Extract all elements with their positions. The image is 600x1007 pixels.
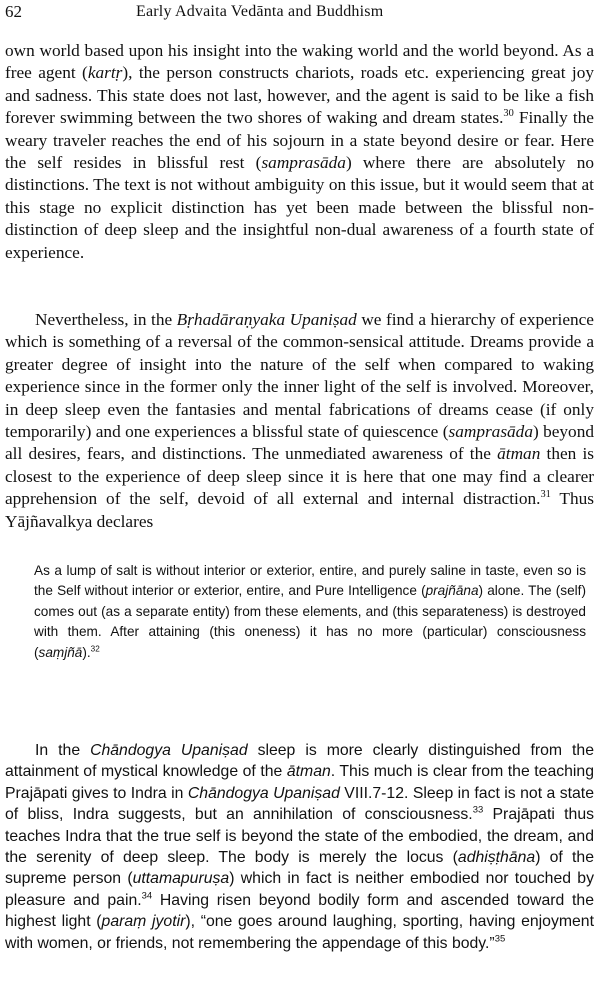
text-run: ) beyond all desires, fears, and distinctions. The unmediated awareness of the (5, 422, 594, 464)
italic-term: ātman (286, 763, 331, 781)
page-number: 62 (5, 2, 22, 21)
italic-term: samprasāda (261, 153, 346, 173)
italic-title: Chāndogya Upaniṣad (90, 742, 248, 759)
text-run: then is closest to the experience of deep sleep since it is here that one may find a clearer apprehension of the self, devoid of all external and internal distraction. (5, 444, 595, 509)
footnote-ref: 31 (540, 489, 551, 501)
text-run: VIII.7-12. Sleep in fact is not a state of bliss, Indra suggests, but an annihilation of consciousness. (5, 784, 594, 824)
page-header (5, 2, 590, 28)
paragraph-1 (5, 40, 594, 264)
footnote-ref: 35 (494, 933, 506, 945)
text-run: ) where there are absolutely no distinctions. The text is not without ambiguity on this issue, but it would seem that at this stage no explicit distinction has yet been made between the blissful non-distinction of deep sleep and the insightful non-dual awareness of a fourth state of experience. (5, 153, 594, 262)
text-run: ), “one goes around laughing, sporting, having enjoyment with women, or friends, not remembering the appendage of this body.” (5, 913, 594, 952)
italic-term: samprasāda (448, 422, 533, 442)
italic-term: kartṛ (87, 63, 123, 83)
italic-term: uttamapuruṣa (132, 870, 230, 888)
text-run: own world based upon his insight into the waking world and the world beyond. As a free agent ( (5, 41, 594, 83)
italic-term: adhiṣṭhāna (457, 849, 536, 867)
italic-term: saṃjñā (38, 644, 83, 660)
text-run: Finally the weary traveler reaches the end of his sojourn in a state beyond desire or fear. Here the self resides in blissful rest ( (5, 108, 594, 173)
text-run: Having risen beyond bodily form and ascended toward the highest light ( (5, 891, 594, 931)
footnote-ref: 32 (90, 644, 100, 654)
italic-title: Bṛhadāraṇyaka Upaniṣad (176, 310, 357, 329)
text-run: Nevertheless, in the (35, 310, 177, 329)
text-run: ). (82, 644, 91, 660)
italic-term: ātman (497, 444, 541, 464)
italic-term: prajñāna (425, 583, 479, 599)
footnote-ref: 34 (141, 890, 153, 902)
paragraph-3 (5, 740, 594, 954)
text-run: ) of the supreme person ( (5, 849, 594, 888)
text-run: . This much is clear from the teaching Prajāpati gives to Indra in (5, 763, 594, 802)
text-run: In the (35, 742, 91, 759)
block-quote (34, 561, 586, 663)
text-run: As a lump of salt is without interior or exterior, entire, and purely saline in taste, even so is the Self without interior or exterior, entire, and Pure Intelligence ( (34, 563, 586, 599)
footnote-ref: 30 (503, 108, 514, 120)
text-run: ) alone. The (self) comes out (as a separate entity) from these elements, and (this separateness) is destroyed with them. After attaining (this oneness) it has no more (particular) consciousness ( (34, 583, 586, 660)
text-run: Thus Yājñavalkya declares (5, 489, 594, 531)
text-run: Prajāpati thus teaches Indra that the true self is beyond the state of the embodied, the dream, and the serenity of deep sleep. The body is merely the locus ( (5, 806, 595, 867)
footnote-ref: 33 (472, 804, 484, 816)
text-run: ), the person constructs chariots, roads etc. experiencing great joy and sadness. This state does not last, however, and the agent is said to be like a fish forever swimming between the two shores of waking and dream states. (5, 63, 594, 128)
text-run: we find a hierarchy of experience which is something of a reversal of the common-sensical attitude. Dreams provide a greater degree of insight into the nature of the self when compared to waking experience since in the former only the inner light of the self is involved. Moreover, in deep sleep even the fantasies and mental fabrications of dreams cease (if only temporarily) and one experiences a blissful state of quiescence ( (5, 310, 594, 442)
italic-title: Chāndogya Upaniṣad (187, 784, 340, 802)
text-run: ) which in fact is neither embodied nor touched by pleasure and pain. (5, 870, 594, 909)
paragraph-2 (5, 309, 594, 533)
text-run: sleep is more clearly distinguished from the attainment of mystical knowledge of the (5, 742, 594, 781)
running-head: Early Advaita Vedānta and Buddhism (136, 3, 384, 20)
italic-term: paraṃ jyotir (101, 913, 186, 931)
